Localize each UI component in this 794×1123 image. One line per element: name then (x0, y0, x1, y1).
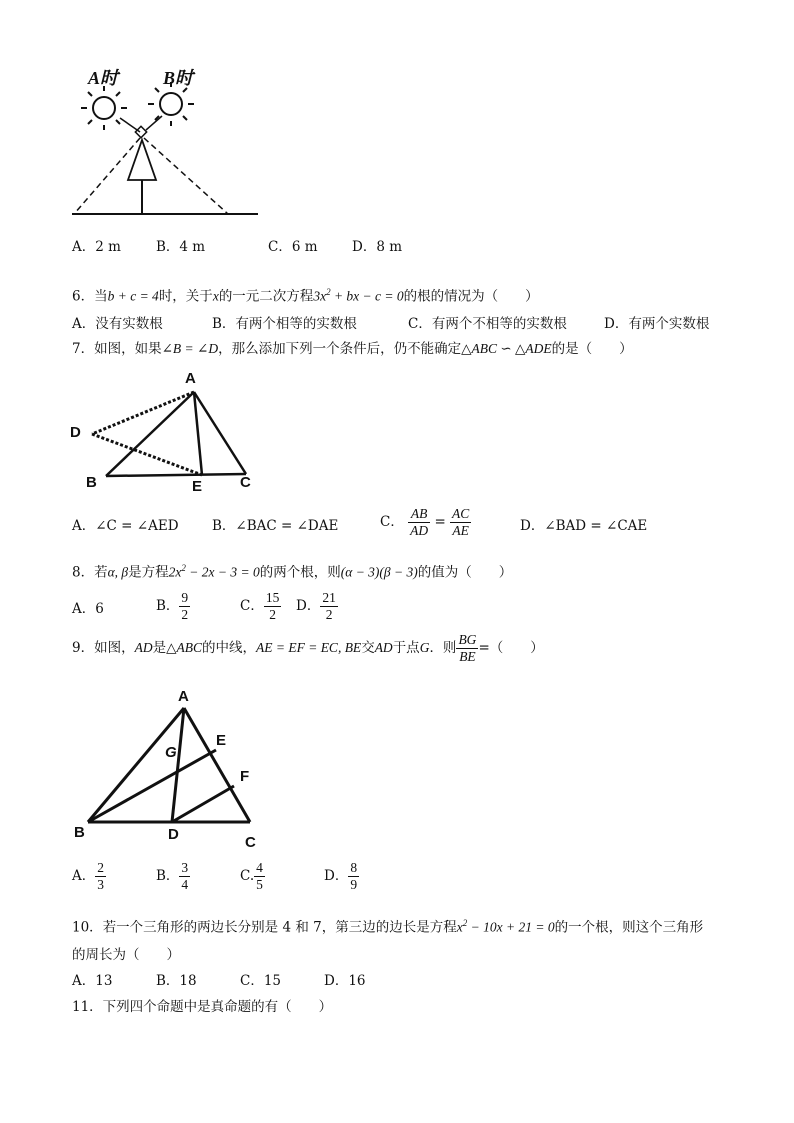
q9-option-c[interactable]: C. $\frac{4}{5}$ (240, 860, 263, 892)
q10-option-b[interactable]: B．18 (156, 973, 197, 989)
q5-option-c[interactable]: C．6 m (268, 239, 318, 255)
q6-option-d[interactable]: D．有两个实数根 (604, 316, 710, 332)
q7-option-d[interactable]: D．∠BAD = ∠CAE (520, 518, 648, 534)
q8-option-b[interactable]: B． $\frac{9}{2}$ (156, 590, 189, 622)
q9-label-d: D (168, 826, 179, 843)
q9-option-d[interactable]: D． $\frac{8}{9}$ (324, 860, 358, 892)
q9-stem: 9．如图，AD是△ABC的中线，AE = EF = EC, BE交AD于点G．则 $\frac{BG}{BE}$ =（ ） (72, 632, 544, 664)
q8-stem: 8．若α, β是方程$2x^2 - 2x - 3 = 0$的两个根，则(α − 3)(β − 3)的值为（ ） (72, 563, 513, 581)
q7-label-d: D (70, 424, 81, 441)
q11-stem: 11．下列四个命题中是真命题的有（ ） (72, 999, 333, 1015)
q9-label-b: B (74, 824, 85, 841)
q8-option-c[interactable]: C． $\frac{15}{2}$ (240, 590, 280, 622)
q10-option-c[interactable]: C．15 (240, 973, 282, 989)
q10-option-a[interactable]: A．13 (72, 973, 113, 989)
q5-option-a[interactable]: A．2 m (72, 239, 121, 255)
sun-a-icon (81, 86, 127, 130)
sun-a-label: A时 (88, 68, 119, 88)
q9-option-b[interactable]: B． $\frac{3}{4}$ (156, 860, 189, 892)
q9-label-e: E (216, 732, 227, 749)
q5-option-b[interactable]: B．4 m (156, 239, 206, 255)
q9-label-c: C (245, 834, 256, 851)
q10-option-d[interactable]: D．16 (324, 973, 366, 989)
q10-stem: 10．若一个三角形的两边长分别是 4 和 7，第三边的边长是方程$x^2 - 10x + 21 = 0$的一个根，则这个三角形 (72, 918, 704, 936)
q9-label-g: G (165, 744, 177, 761)
q7-label-e: E (192, 478, 203, 495)
q7-label-a: A (185, 370, 196, 387)
sun-b-label: B时 (163, 68, 194, 88)
tree-icon (128, 140, 156, 214)
q10-stem-line2: 的周长为（ ） (72, 947, 180, 963)
q6-option-c[interactable]: C．有两个不相等的实数根 (408, 316, 567, 332)
q9-label-f: F (240, 768, 250, 785)
q9-label-a: A (178, 688, 189, 705)
q9-option-a[interactable]: A． $\frac{2}{3}$ (72, 860, 104, 892)
q8-option-a[interactable]: A．6 (72, 601, 104, 617)
q7-option-b[interactable]: B．∠BAC = ∠DAE (212, 518, 339, 534)
q7-label-b: B (86, 474, 97, 491)
q7-option-a[interactable]: A．∠C = ∠AED (72, 518, 179, 534)
q6-option-a[interactable]: A．没有实数根 (72, 316, 163, 332)
q5-option-d[interactable]: D．8 m (352, 239, 403, 255)
q7-label-c: C (240, 474, 251, 491)
q7-option-c[interactable]: C． $\frac{AB}{AD}$ = $\frac{AC}{AE}$ (380, 506, 470, 538)
q6-stem: 6．当b + c = 4时，关于x的一元二次方程$3x^2$ + bx − c = 0的根的情况为（ ） (72, 287, 539, 305)
q6-option-b[interactable]: B．有两个相等的实数根 (212, 316, 357, 332)
q7-stem: 7．如图，如果∠B = ∠D，那么添加下列一个条件后，仍不能确定△ABC ∽ △ADE的是（ ） (72, 341, 633, 357)
q8-option-d[interactable]: D． $\frac{21}{2}$ (296, 590, 336, 622)
